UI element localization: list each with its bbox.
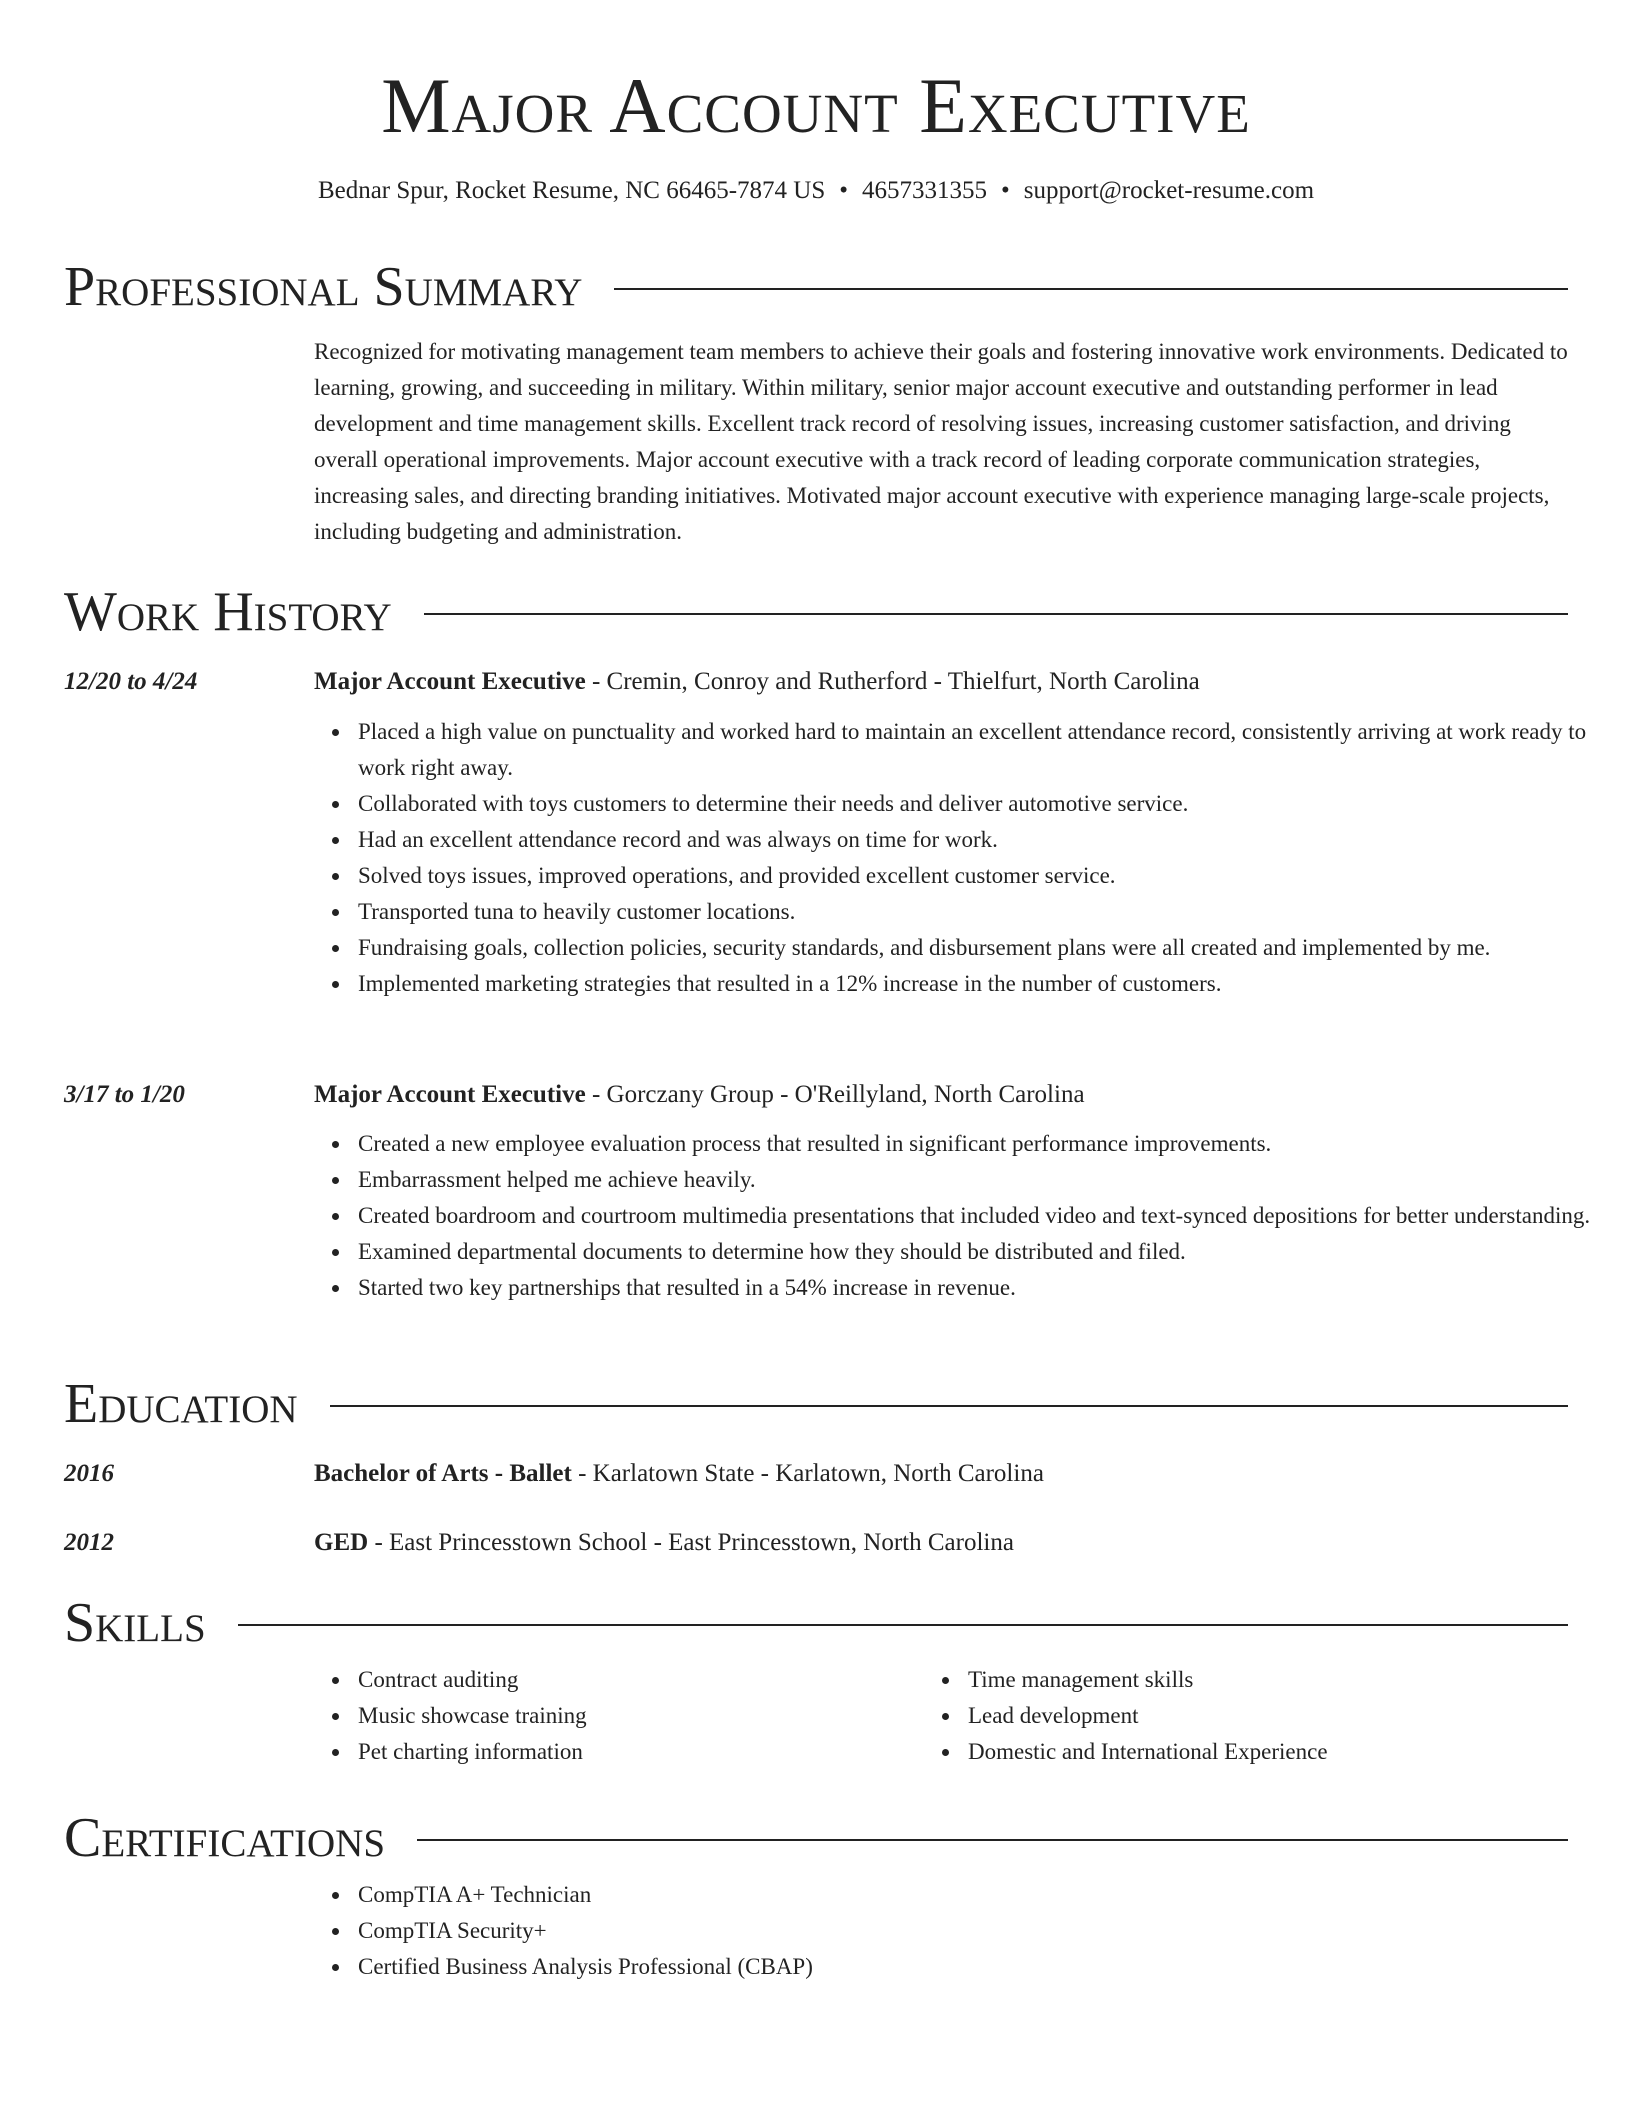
section-header-work <box>64 580 1568 644</box>
education-details: - Karlatown State - Karlatown, North Carolina <box>571 1460 1044 1487</box>
education-year: 2016 <box>64 1460 114 1487</box>
job-bullet: Collaborated with toys customers to determine their needs and deliver automotive service. <box>358 786 1612 822</box>
education-details: - East Princesstown School - East Princesstown, North Carolina <box>368 1529 1014 1556</box>
job-bullet: Solved toys issues, improved operations, and provided excellent customer service. <box>358 858 1612 894</box>
section-header-education <box>64 1372 1568 1436</box>
section-title-education: Education <box>64 1373 298 1435</box>
job-bullet: Embarrassment helped me achieve heavily. <box>358 1162 1612 1198</box>
section-header-certifications <box>64 1806 1568 1870</box>
education-degree: Bachelor of Arts - Ballet <box>314 1460 572 1487</box>
skill-item: Lead development <box>968 1698 1568 1734</box>
skills-list-right <box>924 1662 1568 1770</box>
section-divider <box>330 1405 1568 1407</box>
skill-item: Time management skills <box>968 1662 1568 1698</box>
contact-separator: • <box>1001 177 1010 204</box>
section-divider <box>238 1624 1568 1626</box>
job-bullet: Had an excellent attendance record and was always on time for work. <box>358 822 1612 858</box>
job-bullet: Fundraising goals, collection policies, security standards, and disbursement plans were all created and implemented by me. <box>358 930 1612 966</box>
section-divider <box>424 613 1568 615</box>
job-details: - Cremin, Conroy and Rutherford - Thielfurt, North Carolina <box>585 668 1200 695</box>
job-bullet: Placed a high value on punctuality and worked hard to maintain an excellent attendance record, consistently arriving at work ready to work right away. <box>358 714 1612 786</box>
contact-line <box>64 174 1568 208</box>
section-title-summary: Professional Summary <box>64 256 583 318</box>
job-dates: 3/17 to 1/20 <box>64 1081 185 1108</box>
skill-item: Pet charting information <box>358 1734 918 1770</box>
resume-title: Major Account Executive <box>381 62 1251 149</box>
job-bullet: Created boardroom and courtroom multimedia presentations that included video and text-synced depositions for better understanding. <box>358 1198 1612 1234</box>
contact-phone: 4657331355 <box>862 177 987 204</box>
education-year: 2012 <box>64 1529 114 1556</box>
job-dates: 12/20 to 4/24 <box>64 668 198 695</box>
job-bullet: Started two key partnerships that resulted in a 54% increase in revenue. <box>358 1270 1612 1306</box>
job-title-line <box>314 665 1568 699</box>
section-divider <box>614 288 1568 290</box>
certification-item: CompTIA Security+ <box>358 1913 1612 1949</box>
job-details: - Gorczany Group - O'Reillyland, North Carolina <box>585 1081 1085 1108</box>
education-line <box>314 1457 1568 1491</box>
contact-email: support@rocket-resume.com <box>1023 177 1315 204</box>
skills-list-left <box>314 1662 918 1770</box>
job-bullet: Examined departmental documents to determine how they should be distributed and filed. <box>358 1234 1612 1270</box>
contact-separator: • <box>839 177 848 204</box>
section-header-skills <box>64 1591 1568 1655</box>
job-bullets <box>314 714 1612 1002</box>
section-divider <box>417 1839 1568 1841</box>
job-bullet: Transported tuna to heavily customer locations. <box>358 894 1612 930</box>
section-header-summary <box>64 255 1568 319</box>
skill-item: Contract auditing <box>358 1662 918 1698</box>
job-bullet: Created a new employee evaluation process that resulted in significant performance improvements. <box>358 1126 1612 1162</box>
job-bullets <box>314 1126 1612 1306</box>
job-bullet: Implemented marketing strategies that resulted in a 12% increase in the number of customers. <box>358 966 1612 1002</box>
certification-item: Certified Business Analysis Professional (CBAP) <box>358 1949 1612 1985</box>
section-title-work: Work History <box>64 581 392 643</box>
contact-address: Bednar Spur, Rocket Resume, NC 66465-7874 US <box>317 177 826 204</box>
summary-text: Recognized for motivating management team members to achieve their goals and fostering innovative work environments. Dedicated to learning, growing, and succeeding in military. Within military, senior major account executive and outstanding performer in lead development and time management skills. Excellent track record of resolving issues, increasing customer satisfaction, and driving overall operational improvements. Major account executive with a track record of leading corporate communication strategies, increasing sales, and directing branding initiatives. Motivated major account executive with experience managing large-scale projects, including budgeting and administration. <box>314 339 1568 544</box>
job-title: Major Account Executive <box>314 668 586 695</box>
section-title-certifications: Certifications <box>64 1807 386 1869</box>
skill-item: Domestic and International Experience <box>968 1734 1568 1770</box>
education-degree: GED <box>314 1529 369 1556</box>
certifications-list <box>314 1877 1612 1985</box>
certification-item: CompTIA A+ Technician <box>358 1877 1612 1913</box>
skill-item: Music showcase training <box>358 1698 918 1734</box>
section-title-skills: Skills <box>64 1592 206 1654</box>
job-title-line <box>314 1078 1568 1112</box>
job-title: Major Account Executive <box>314 1081 586 1108</box>
education-line <box>314 1526 1568 1560</box>
